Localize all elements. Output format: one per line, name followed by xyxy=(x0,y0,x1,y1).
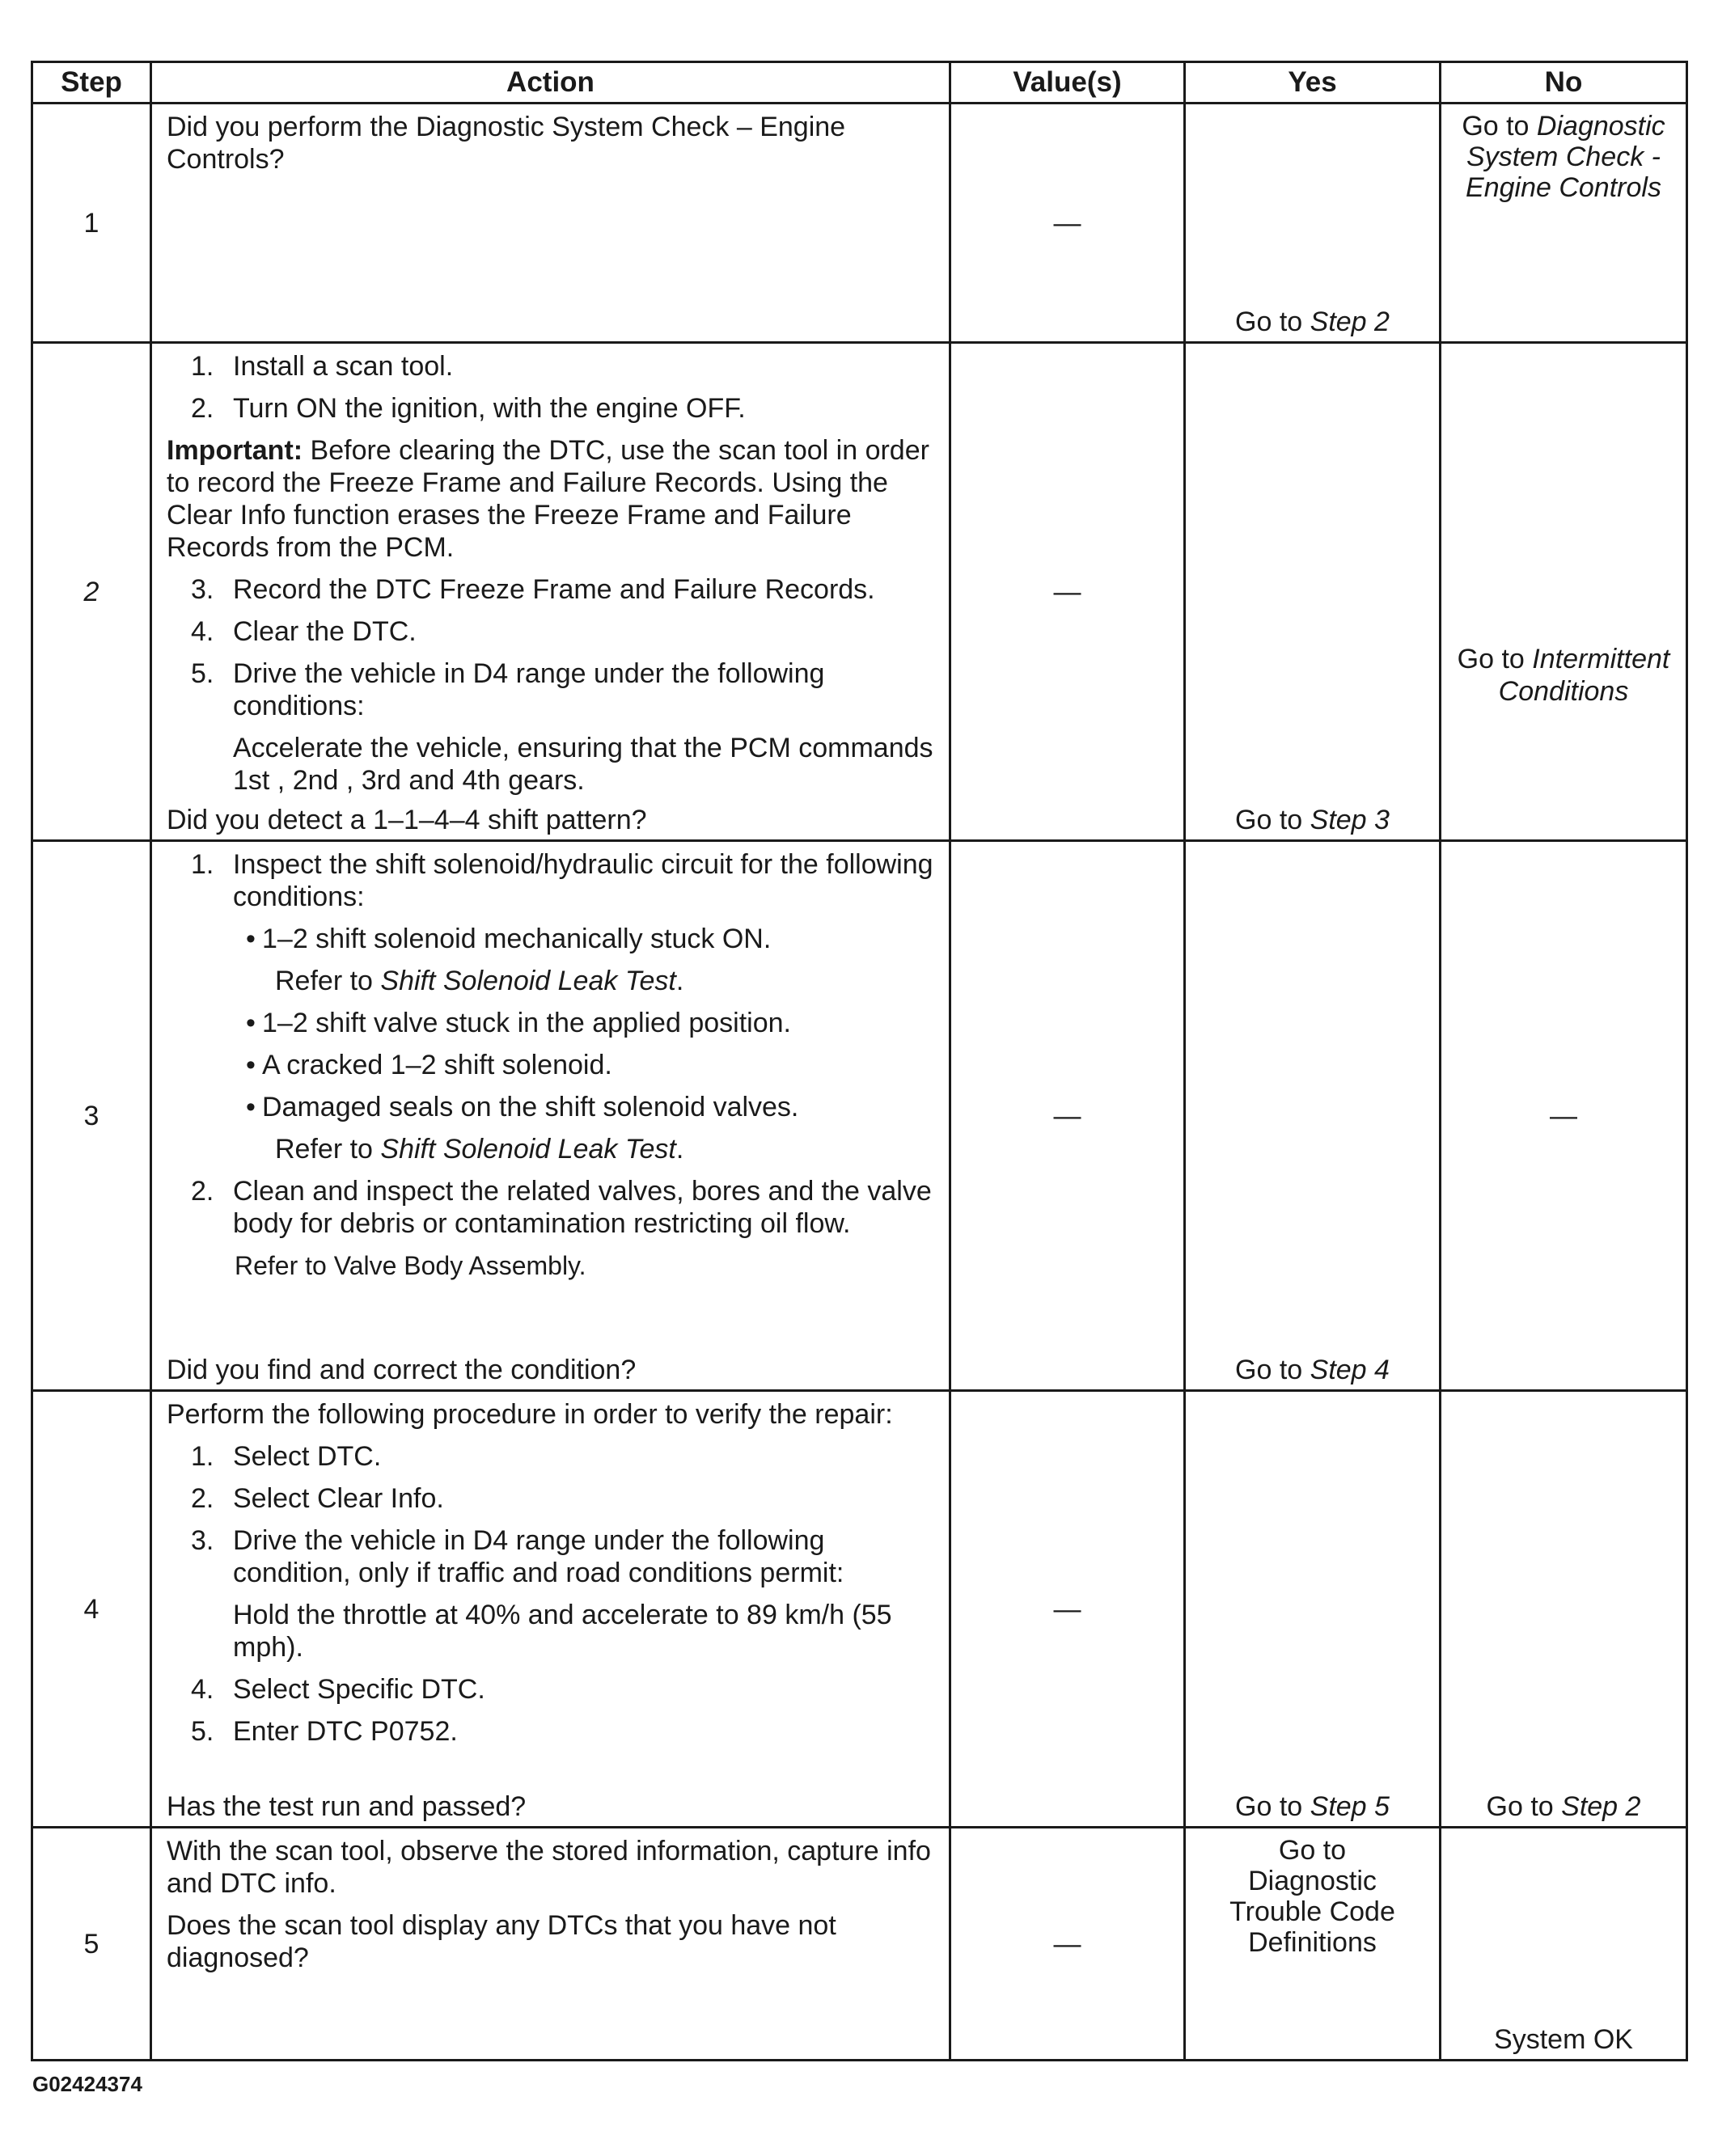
yes-action[interactable] xyxy=(1186,804,1439,836)
bullet-item xyxy=(167,1091,937,1123)
important-text: Before clearing the DTC, use the scan tool in order to record the Freeze Frame and Failure Records. Using the Clear Info function erases the Freeze Frame and Failure Records from the PCM. xyxy=(167,435,929,563)
yes-cell xyxy=(1185,1828,1441,2061)
ref-link[interactable]: Shift Solenoid Leak Test xyxy=(380,1134,676,1165)
action-question: Has the test run and passed? xyxy=(167,1791,527,1822)
yes-link[interactable]: Step 5 xyxy=(1310,1791,1390,1822)
list-item xyxy=(167,1673,937,1706)
header-step: Step xyxy=(32,62,151,104)
bullet-dot: • xyxy=(246,1008,256,1038)
item-text: Turn ON the ignition, with the engine OFF. xyxy=(233,393,746,424)
list-item xyxy=(167,615,937,648)
bullet-text: 1–2 shift valve stuck in the applied position. xyxy=(262,1008,791,1038)
bullet-text: A cracked 1–2 shift solenoid. xyxy=(262,1050,612,1080)
value-cell: — xyxy=(950,841,1185,1391)
table-row-step-1 xyxy=(32,104,1687,343)
yes-action[interactable] xyxy=(1186,1354,1439,1386)
item-text: Drive the vehicle in D4 range under the following condition, only if traffic and road conditions permit: xyxy=(233,1525,844,1588)
action-cell xyxy=(151,841,950,1391)
item-text: Drive the vehicle in D4 range under the following conditions: xyxy=(233,658,825,721)
no-link[interactable]: Diagnostic System Check - Engine Controls xyxy=(1466,111,1665,203)
bullet-item xyxy=(167,923,937,955)
action-question: Did you detect a 1–1–4–4 shift pattern? xyxy=(167,805,647,835)
header-values: Value(s) xyxy=(950,62,1185,104)
action-cell xyxy=(151,104,950,343)
action-question: Did you find and correct the condition? xyxy=(167,1355,637,1385)
yes-prefix: Go to xyxy=(1235,805,1310,835)
no-cell xyxy=(1441,343,1687,841)
yes-prefix: Go to xyxy=(1235,1355,1310,1385)
no-link[interactable]: Step 2 xyxy=(1561,1791,1641,1822)
yes-prefix: Go to xyxy=(1235,1791,1310,1822)
ref-link[interactable]: Shift Solenoid Leak Test xyxy=(380,966,676,996)
item-number: 3. xyxy=(191,574,214,605)
action-question: Does the scan tool display any DTCs that you have not diagnosed? xyxy=(167,1910,836,1973)
bullet-reference xyxy=(167,1133,937,1165)
bullet-dot: • xyxy=(246,924,256,954)
yes-cell xyxy=(1185,1391,1441,1828)
bullet-item xyxy=(167,1049,937,1081)
figure-id: G02424374 xyxy=(32,2072,142,2096)
header-no: No xyxy=(1441,62,1687,104)
diagnostic-table xyxy=(31,61,1688,2061)
item-number: 5. xyxy=(191,1716,214,1747)
value-cell: — xyxy=(950,343,1185,841)
no-cell xyxy=(1441,104,1687,343)
no-cell xyxy=(1441,1391,1687,1828)
item-text: Select Clear Info. xyxy=(233,1483,444,1514)
list-item xyxy=(167,848,937,913)
table-row-step-5 xyxy=(32,1828,1687,2061)
no-cell: — xyxy=(1441,841,1687,1391)
item-text: Record the DTC Freeze Frame and Failure Records. xyxy=(233,574,875,605)
yes-link[interactable]: Step 4 xyxy=(1310,1355,1390,1385)
important-note xyxy=(167,434,937,564)
list-item xyxy=(167,1440,937,1473)
list-item xyxy=(167,1482,937,1515)
action-paragraph: With the scan tool, observe the stored information, capture info and DTC info. xyxy=(167,1836,931,1899)
yes-link[interactable]: Step 2 xyxy=(1310,306,1390,337)
important-label: Important: xyxy=(167,435,303,466)
bullet-item xyxy=(167,1007,937,1039)
step-number: 1 xyxy=(32,104,151,343)
item-number: 4. xyxy=(191,616,214,647)
ref-prefix: Refer to xyxy=(275,966,381,996)
item-number: 1. xyxy=(191,849,214,880)
action-cell xyxy=(151,1828,950,2061)
no-action[interactable] xyxy=(1441,104,1686,203)
no-action[interactable] xyxy=(1441,1790,1686,1823)
list-item xyxy=(167,1524,937,1589)
yes-cell xyxy=(1185,841,1441,1391)
action-cell xyxy=(151,1391,950,1828)
list-item xyxy=(167,573,937,606)
header-yes: Yes xyxy=(1185,62,1441,104)
no-action[interactable] xyxy=(1441,344,1686,708)
no-action[interactable]: System OK xyxy=(1494,2024,1633,2055)
bullet-dot: • xyxy=(246,1092,256,1122)
header-action: Action xyxy=(151,62,950,104)
yes-cell xyxy=(1185,343,1441,841)
item-text: Select DTC. xyxy=(233,1441,382,1472)
yes-action[interactable] xyxy=(1186,1790,1439,1823)
yes-action[interactable]: Go to Diagnostic Trouble Code Definitions xyxy=(1229,1835,1395,1958)
step-number: 4 xyxy=(32,1391,151,1828)
no-prefix: Go to xyxy=(1462,111,1537,142)
table-row-step-3 xyxy=(32,841,1687,1391)
sub-condition: Hold the throttle at 40% and accelerate to 89 km/h (55 mph). xyxy=(233,1600,892,1663)
item-text: Clean and inspect the related valves, bores and the valve body for debris or contamination restricting oil flow. xyxy=(233,1176,932,1239)
yes-link[interactable]: Step 3 xyxy=(1310,805,1390,835)
table-header-row xyxy=(32,62,1687,104)
step-number: 3 xyxy=(32,841,151,1391)
ref-prefix: Refer to xyxy=(275,1134,381,1165)
item-number: 2. xyxy=(191,393,214,424)
list-item xyxy=(167,1715,937,1748)
action-question: Did you perform the Diagnostic System Check – Engine Controls? xyxy=(167,112,846,175)
yes-action[interactable] xyxy=(1186,306,1439,338)
item-text: Select Specific DTC. xyxy=(233,1674,485,1705)
list-item xyxy=(167,1175,937,1240)
table-row-step-4 xyxy=(32,1391,1687,1828)
ref-suffix: . xyxy=(675,1134,684,1165)
step-number-text: 2 xyxy=(83,576,99,607)
list-item xyxy=(167,392,937,425)
intro-text: Perform the following procedure in order to verify the repair: xyxy=(167,1399,893,1430)
list-item xyxy=(167,657,937,722)
item-number: 1. xyxy=(191,351,214,382)
item-number: 1. xyxy=(191,1441,214,1472)
no-prefix: Go to xyxy=(1486,1791,1562,1822)
step-number: 5 xyxy=(32,1828,151,2061)
no-prefix: Go to xyxy=(1457,644,1533,674)
item-number: 5. xyxy=(191,658,214,689)
value-cell: — xyxy=(950,1391,1185,1828)
no-cell xyxy=(1441,1828,1687,2061)
item-number: 4. xyxy=(191,1674,214,1705)
value-cell: — xyxy=(950,1828,1185,2061)
item-number: 2. xyxy=(191,1483,214,1514)
list-item xyxy=(167,350,937,383)
item-text: Inspect the shift solenoid/hydraulic circuit for the following conditions: xyxy=(233,849,933,912)
table-row-step-2 xyxy=(32,343,1687,841)
item-number: 3. xyxy=(191,1525,214,1556)
item-text: Install a scan tool. xyxy=(233,351,454,382)
no-link[interactable]: Intermittent Conditions xyxy=(1498,644,1670,707)
step-number xyxy=(32,343,151,841)
action-cell xyxy=(151,343,950,841)
item-reference: Refer to Valve Body Assembly. xyxy=(235,1251,586,1280)
bullet-text: Damaged seals on the shift solenoid valves. xyxy=(262,1092,799,1122)
sub-condition: Accelerate the vehicle, ensuring that the PCM commands 1st , 2nd , 3rd and 4th gears. xyxy=(233,733,933,796)
bullet-reference xyxy=(167,965,937,997)
yes-prefix: Go to xyxy=(1235,306,1310,337)
item-number: 2. xyxy=(191,1176,214,1207)
ref-suffix: . xyxy=(675,966,684,996)
yes-cell xyxy=(1185,104,1441,343)
value-cell: — xyxy=(950,104,1185,343)
bullet-dot: • xyxy=(246,1050,256,1080)
item-text: Clear the DTC. xyxy=(233,616,417,647)
bullet-text: 1–2 shift solenoid mechanically stuck ON. xyxy=(262,924,772,954)
item-text: Enter DTC P0752. xyxy=(233,1716,458,1747)
